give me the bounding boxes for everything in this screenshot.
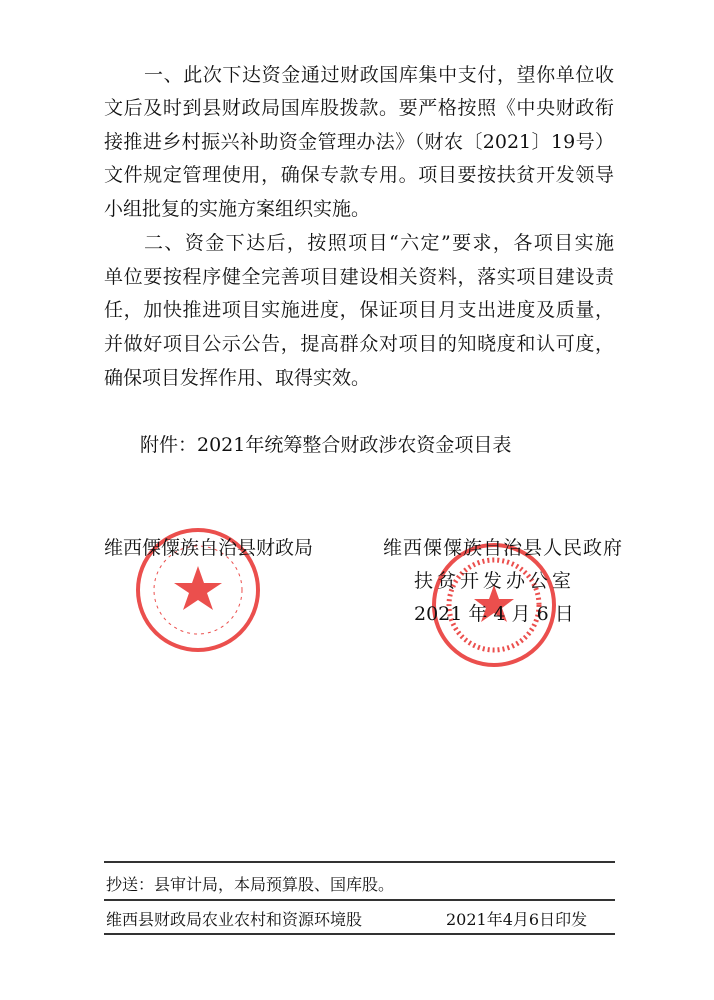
text-line: 二、资金下达后，按照项目“六定”要求，各项目实施 [144,232,614,254]
issue-date: 2021年4月6日印发 [446,910,588,929]
text-line: 并做好项目公示公告，提高群众对项目的知晓度和认可度， [104,333,614,355]
signature-right-line1: 维西傈僳族自治县人民政府 [383,537,624,559]
text-line: 确保项目发挥作用、取得实效。 [104,367,371,389]
signature-date: 2021 年 4 月 6 日 [414,603,574,625]
star-icon [174,566,222,610]
text-line: 任，加快推进项目实施进度，保证项目月支出进度及质量， [104,299,614,321]
text-line: 单位要按程序健全完善项目建设相关资料，落实项目建设责 [104,266,614,288]
text-line: 文件规定管理使用，确保专款专用。项目要按扶贫开发领导 [104,164,614,186]
text-line: 小组批复的实施方案组织实施。 [104,198,371,220]
text-line: 文后及时到县财政局国库股拨款。要严格按照《中央财政衔 [104,97,614,119]
issuing-office: 维西县财政局农业农村和资源环境股 [106,910,363,929]
divider [104,899,615,901]
cc-list: 抄送：县审计局，本局预算股、国库股。 [106,875,395,894]
signature-right-line2: 扶贫开发办公室 [414,570,576,592]
attachment-note: 附件：2021年统筹整合财政涉农资金项目表 [140,434,512,456]
text-line: 接推进乡村振兴补助资金管理办法》（财农〔2021〕19号） [104,131,614,153]
signature-left: 维西傈僳族自治县财政局 [104,537,314,559]
text-line: 一、此次下达资金通过财政国库集中支付，望你单位收 [144,64,614,86]
divider [104,861,615,863]
divider [104,933,615,935]
